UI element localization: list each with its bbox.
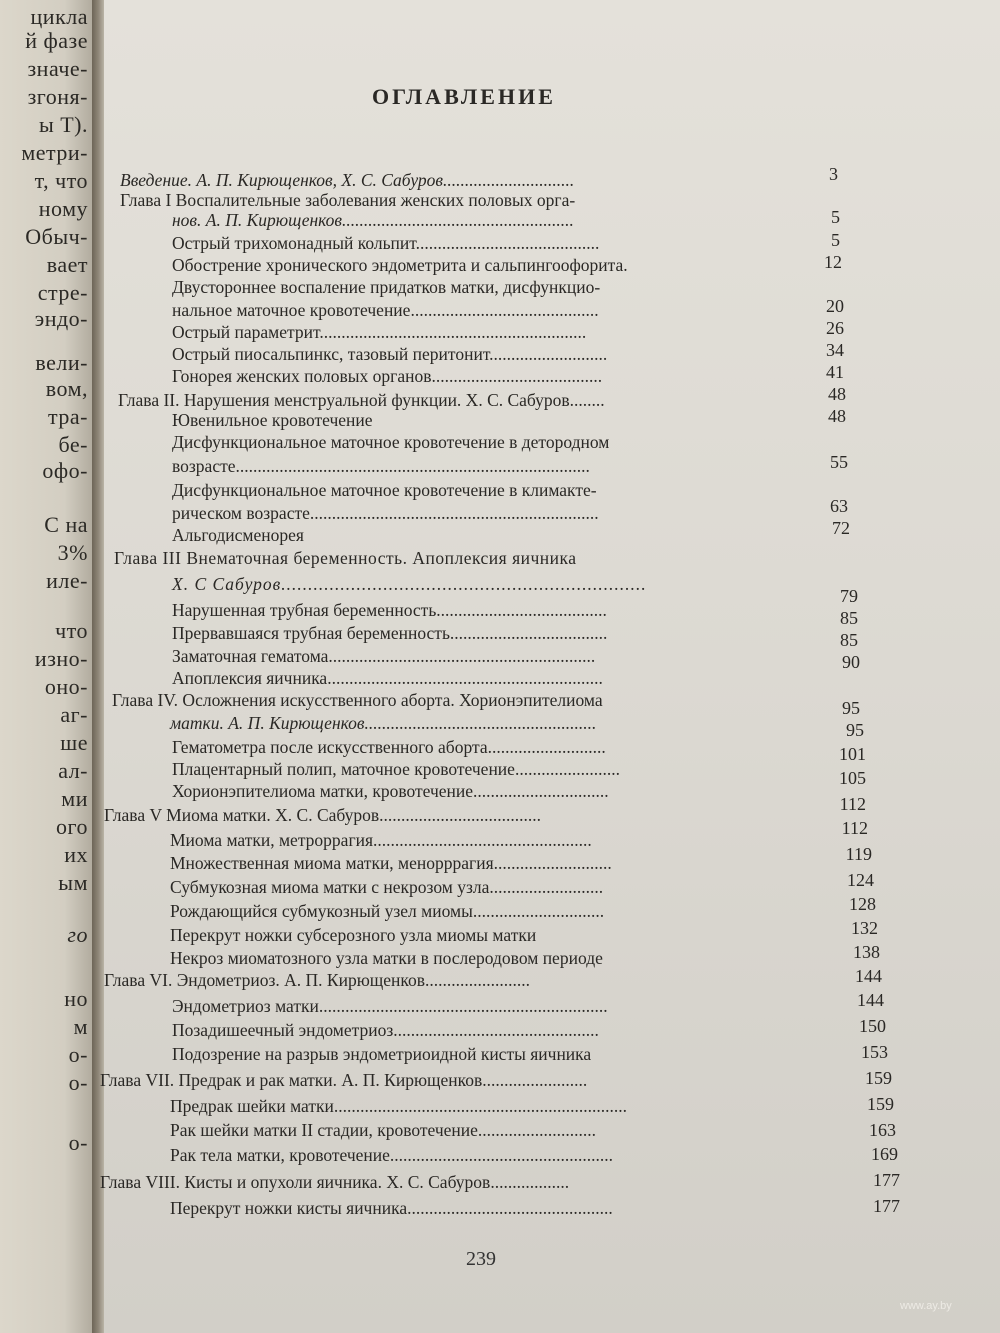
- left-text-fragment: бе-: [58, 432, 88, 457]
- left-text-fragment: вом,: [45, 376, 88, 401]
- toc-entry: Субмукозная миома матки с некрозом узла..........................: [170, 877, 604, 897]
- toc-entry: Острый трихомонадный кольпит..........................................: [172, 233, 600, 253]
- toc-entry: Некроз миоматозного узла матки в послеродовом периоде: [170, 948, 603, 968]
- left-text-fragment: изно-: [34, 646, 88, 671]
- toc-chapter: Глава VIII. Кисты и опухоли яичника. Х. С. Сабуров..................: [100, 1172, 570, 1192]
- toc-entry: Множественная миома матки, менорррагия...........................: [170, 853, 612, 873]
- left-text-fragment: Обыч-: [25, 224, 88, 249]
- left-text-fragment: метри-: [21, 140, 88, 165]
- toc-page-number: 79: [840, 586, 858, 606]
- toc-entry: Рак тела матки, кровотечение...................................................: [170, 1145, 614, 1165]
- toc-chapter: Глава II. Нарушения менструальной функции. Х. С. Сабуров........: [118, 390, 605, 410]
- left-text-fragment: их: [64, 842, 88, 867]
- toc-page-number: 112: [841, 818, 868, 838]
- left-text-fragment: офо-: [42, 458, 88, 483]
- toc-entry: Апоплексия яичника...............................................................: [172, 668, 603, 688]
- toc-entry: Введение. А. П. Кирющенков, Х. С. Сабуров..............................: [120, 170, 575, 190]
- toc-page-number: 150: [859, 1016, 886, 1036]
- toc-page-number: 48: [828, 384, 846, 404]
- toc-page-number: 163: [869, 1120, 896, 1140]
- toc-page-number: 177: [873, 1170, 900, 1190]
- left-text-fragment: ми: [61, 786, 88, 811]
- toc-entry: Дисфункциональное маточное кровотечение в климакте-: [172, 480, 597, 500]
- left-text-fragment: цикла: [30, 4, 88, 29]
- toc-page-number: 41: [826, 362, 844, 382]
- toc-entry: Миома матки, метроррагия..................................................: [170, 830, 592, 850]
- left-text-fragment: ым: [58, 870, 88, 895]
- toc-entry: Гематометра после искусственного аборта...........................: [172, 737, 606, 757]
- toc-entry: Альгодисменорея: [172, 525, 304, 545]
- toc-chapter: Глава VII. Предрак и рак матки. А. П. Кирющенков........................: [100, 1070, 588, 1090]
- toc-page-number: 144: [857, 990, 884, 1010]
- toc-chapter: Глава I Воспалительные заболевания женских половых орга-: [120, 190, 576, 210]
- toc-entry: Подозрение на разрыв эндометриоидной кисты яичника: [172, 1044, 592, 1064]
- toc-chapter: Глава V Миома матки. Х. С. Сабуров.....................................: [104, 805, 542, 825]
- toc-page-number: 128: [849, 894, 876, 914]
- left-text-fragment: иле-: [46, 568, 88, 593]
- toc-entry: Позадишеечный эндометриоз...............................................: [172, 1020, 599, 1040]
- toc-entry: Гонорея женских половых органов.......................................: [172, 366, 603, 386]
- left-text-fragment: ше: [60, 730, 88, 755]
- toc-chapter: Глава VI. Эндометриоз. А. П. Кирющенков........................: [104, 970, 531, 990]
- left-text-fragment: о-: [68, 1070, 88, 1095]
- left-text-fragment: эндо-: [34, 306, 88, 331]
- toc-page-number: 159: [867, 1094, 894, 1114]
- toc-page-number: 26: [826, 318, 844, 338]
- toc-entry: Двустороннее воспаление придатков матки, дисфункцио-: [172, 277, 601, 297]
- toc-entry: Перекрут ножки кисты яичника...............................................: [170, 1198, 613, 1218]
- left-text-fragment: вели-: [35, 350, 88, 375]
- toc-entry: Эндометриоз матки..................................................................: [172, 996, 608, 1016]
- left-text-fragment: го: [67, 922, 88, 947]
- left-text-fragment: оно-: [44, 674, 88, 699]
- toc-page-number: 138: [853, 942, 880, 962]
- toc-page-number: 12: [824, 252, 842, 272]
- toc-page-number: 34: [826, 340, 844, 360]
- toc-entry: Перекрут ножки субсерозного узла миомы матки: [170, 925, 537, 945]
- toc-page-number: 159: [865, 1068, 892, 1088]
- toc-page-number: 101: [839, 744, 866, 764]
- toc-entry: рическом возрасте..................................................................: [172, 503, 599, 523]
- toc-entry: нальное маточное кровотечение...........................................: [172, 300, 599, 320]
- toc-page-number: 72: [832, 518, 850, 538]
- watermark: www.ay.by: [900, 1300, 952, 1312]
- toc-entry: Дисфункциональное маточное кровотечение в детородном: [172, 432, 610, 452]
- toc-page-number: 3: [829, 164, 838, 184]
- toc-page-number: 5: [831, 207, 840, 227]
- toc-page-number: 55: [830, 452, 848, 472]
- toc-page-number: 119: [845, 844, 872, 864]
- left-text-fragment: тра-: [48, 404, 88, 429]
- toc-entry: Предрак шейки матки...................................................................: [170, 1096, 627, 1116]
- toc-page-number: 177: [873, 1196, 900, 1216]
- left-text-fragment: й фазе: [25, 28, 88, 53]
- toc-entry: Прервавшаяся трубная беременность....................................: [172, 623, 608, 643]
- toc-page-number: 153: [861, 1042, 888, 1062]
- left-text-fragment: ал-: [58, 758, 88, 783]
- toc-entry: нов. А. П. Кирющенков.....................................................: [172, 210, 574, 230]
- toc-page-number: 169: [871, 1144, 898, 1164]
- toc-page-number: 85: [840, 608, 858, 628]
- left-text-fragment: згоня-: [27, 84, 88, 109]
- left-text-fragment: что: [55, 618, 88, 643]
- left-text-fragment: о-: [68, 1042, 88, 1067]
- left-text-fragment: 3%: [57, 540, 88, 565]
- toc-entry: Плацентарный полип, маточное кровотечение........................: [172, 759, 620, 779]
- left-text-fragment: вает: [46, 252, 88, 277]
- toc-page-number: 112: [839, 794, 866, 814]
- toc-page-number: 5: [831, 230, 840, 250]
- left-page: [0, 0, 92, 1333]
- page-number: 239: [466, 1248, 496, 1270]
- left-text-fragment: ы Т).: [38, 112, 88, 137]
- left-text-fragment: т, что: [34, 168, 88, 193]
- left-text-fragment: стре-: [37, 280, 88, 305]
- left-text-fragment: м: [73, 1014, 88, 1039]
- toc-page-number: 132: [851, 918, 878, 938]
- toc-entry: Х. С Сабуров....................................................................: [172, 574, 647, 594]
- page-title: ОГЛАВЛЕНИЕ: [372, 84, 556, 109]
- left-text-fragment: аг-: [60, 702, 88, 727]
- toc-page-number: 48: [828, 406, 846, 426]
- left-text-fragment: ого: [56, 814, 88, 839]
- left-text-fragment: ному: [38, 196, 88, 221]
- toc-entry: Рождающийся субмукозный узел миомы..............................: [170, 901, 605, 921]
- toc-entry: Острый пиосальпинкс, тазовый перитонит...........................: [172, 344, 608, 364]
- toc-entry: возрасте.................................................................................: [172, 456, 590, 476]
- toc-page-number: 95: [842, 698, 860, 718]
- toc-page-number: 105: [839, 768, 866, 788]
- toc-page-number: 85: [840, 630, 858, 650]
- toc-page-number: 20: [826, 296, 844, 316]
- toc-entry: Нарушенная трубная беременность.......................................: [172, 600, 607, 620]
- toc-chapter: Глава IV. Осложнения искусственного аборта. Хорионэпителиома: [112, 690, 603, 710]
- toc-entry: Острый параметрит.............................................................: [172, 322, 587, 342]
- toc-page-number: 63: [830, 496, 848, 516]
- toc-entry: Ювенильное кровотечение: [172, 410, 373, 430]
- toc-chapter: Глава III Внематочная беременность. Апоплексия яичника: [114, 548, 577, 568]
- toc-entry: Хорионэпителиома матки, кровотечение...............................: [172, 781, 609, 801]
- toc-entry: Обострение хронического эндометрита и сальпингоофорита.: [172, 255, 628, 275]
- toc-page-number: 90: [842, 652, 860, 672]
- left-text-fragment: но: [64, 986, 88, 1011]
- toc-page-number: 144: [855, 966, 882, 986]
- toc-entry: Заматочная гематома.............................................................: [172, 646, 596, 666]
- left-text-fragment: С на: [44, 512, 88, 537]
- left-text-fragment: значе-: [27, 56, 88, 81]
- left-text-fragment: о-: [68, 1130, 88, 1155]
- toc-page-number: 124: [847, 870, 874, 890]
- toc-entry: Рак шейки матки II стадии, кровотечение...........................: [170, 1120, 597, 1140]
- toc-page-number: 95: [846, 720, 864, 740]
- toc-entry: матки. А. П. Кирющенков.....................................................: [170, 713, 597, 733]
